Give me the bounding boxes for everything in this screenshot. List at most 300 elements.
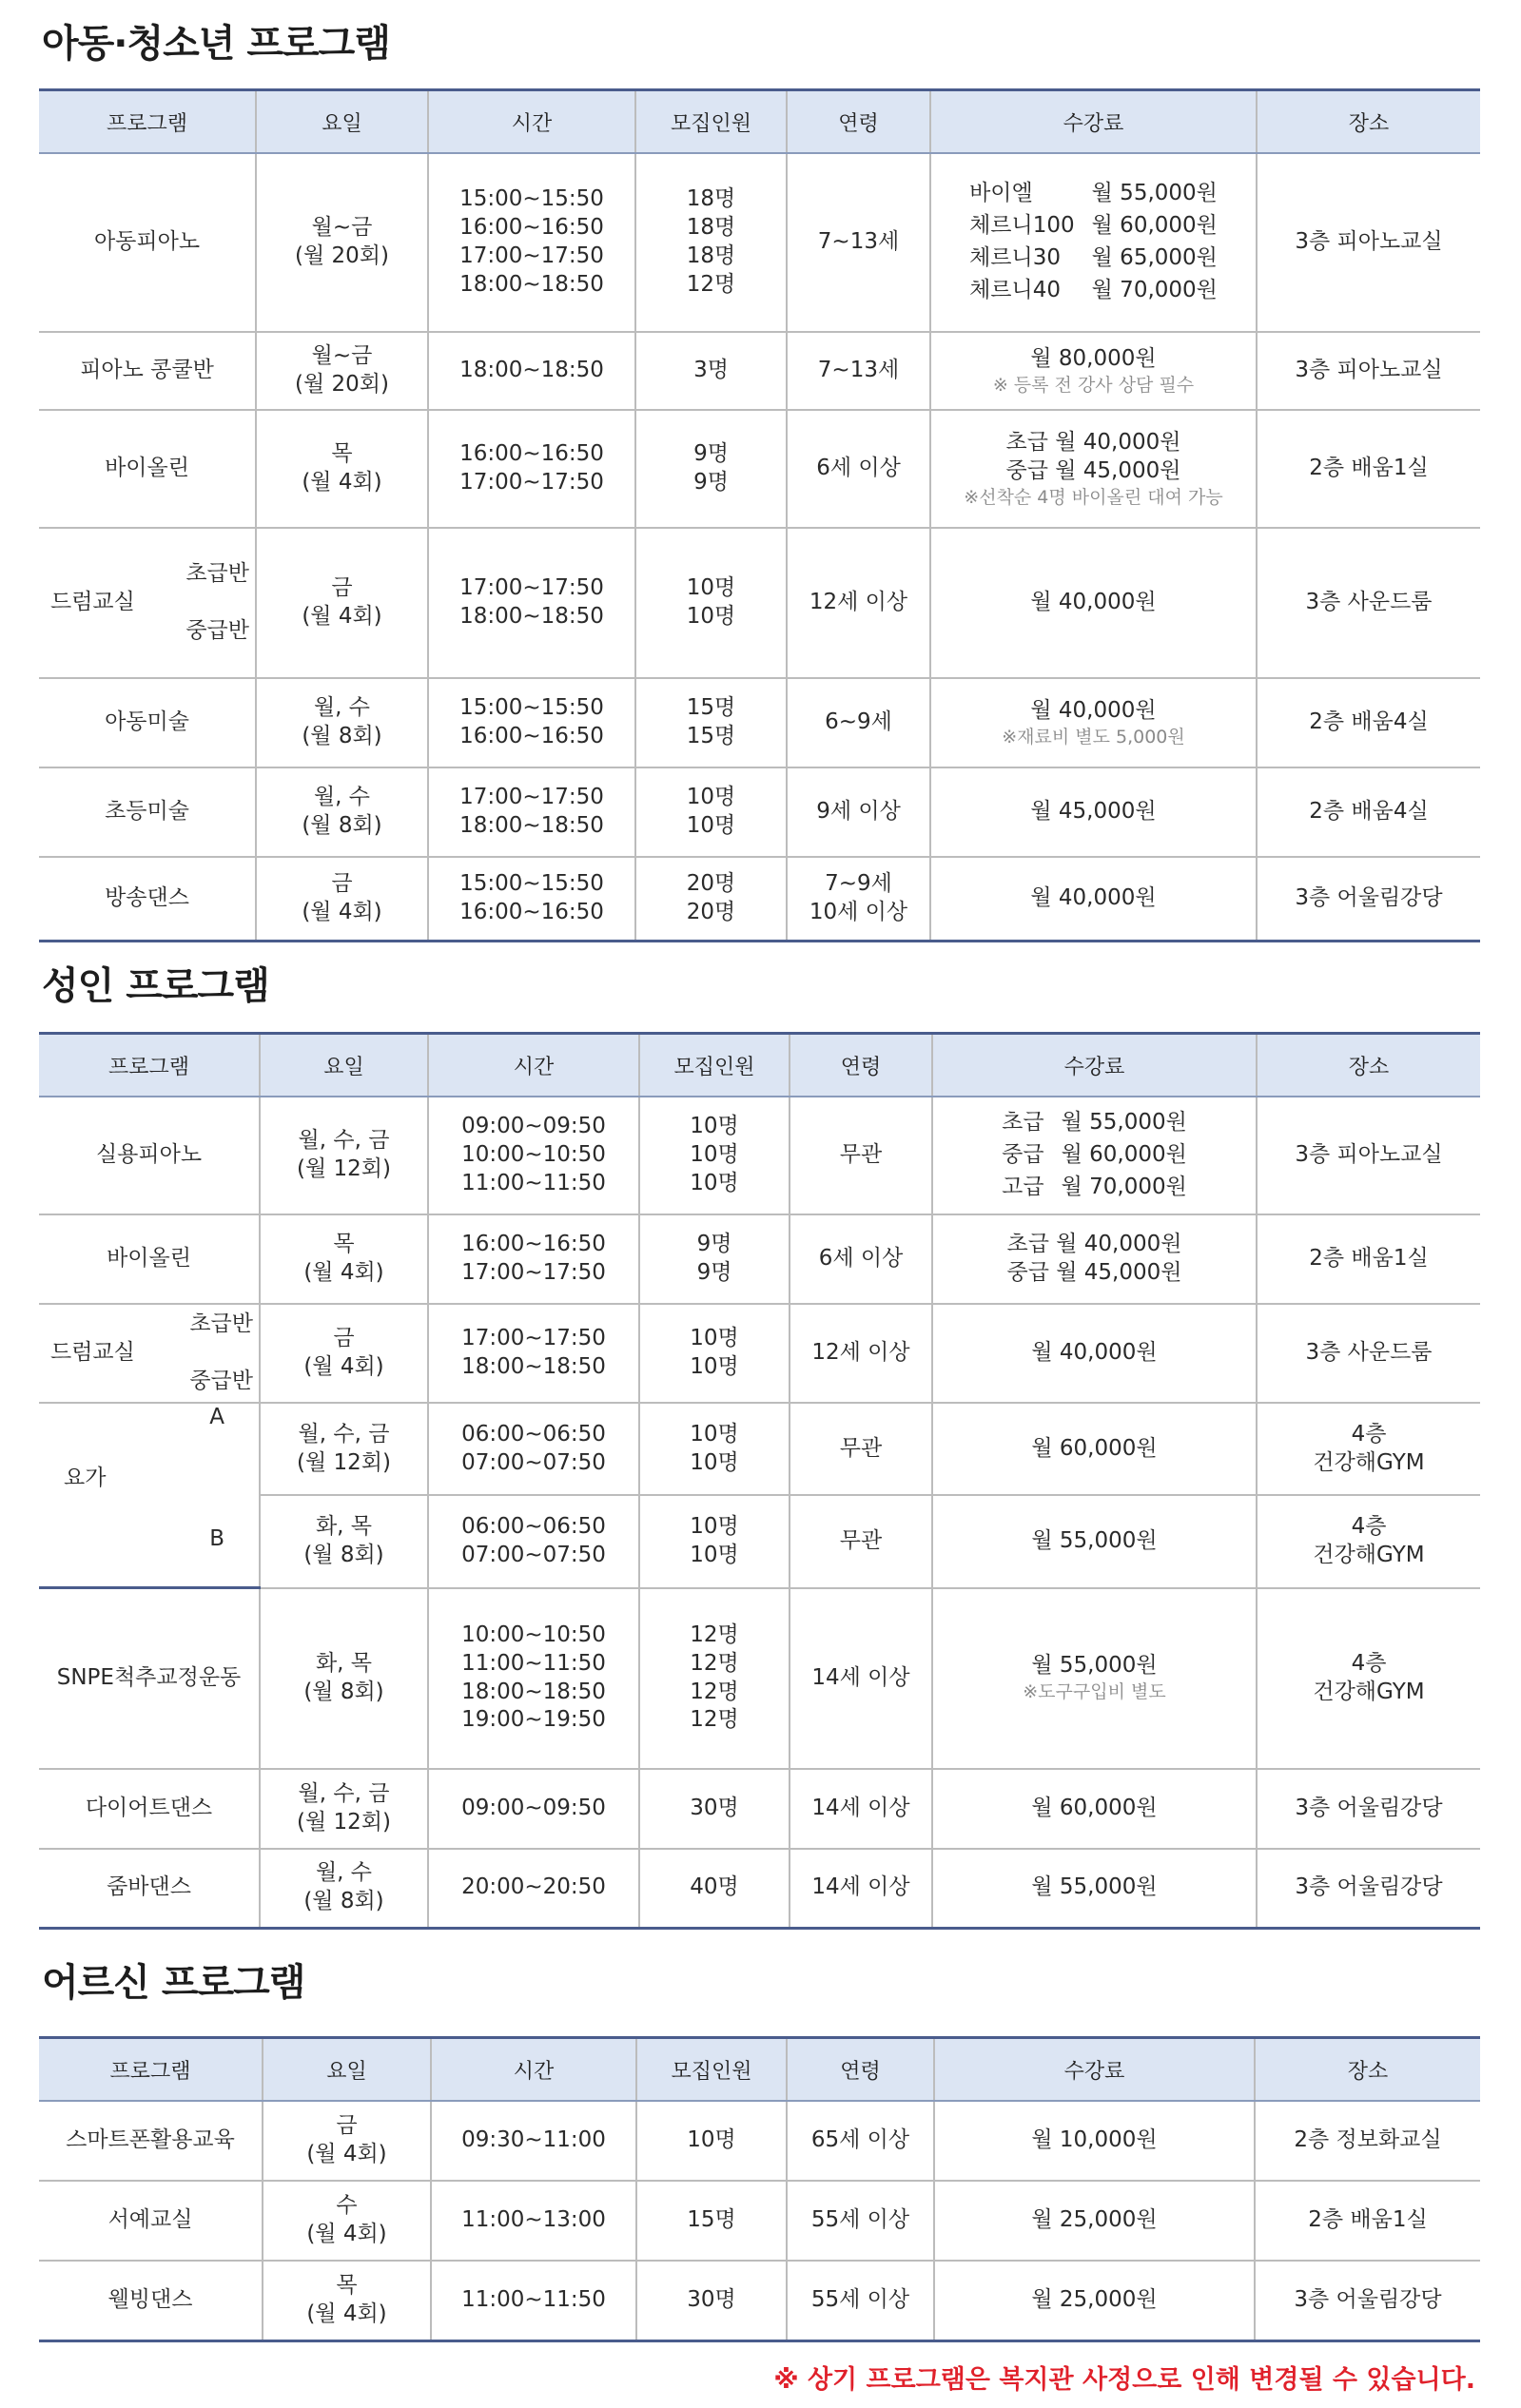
days-text-stack	[266, 1231, 421, 1288]
age-cell	[787, 332, 930, 410]
program-name: 줌바댄스	[107, 1874, 191, 1900]
age-cell	[790, 1214, 932, 1304]
time-cell	[428, 767, 635, 857]
capacity-value: 12명	[686, 271, 736, 297]
capacity-value: 30명	[690, 1795, 739, 1820]
subgroup-label: B	[209, 1526, 224, 1551]
fee-note: ※ 등록 전 강사 상담 필수	[992, 374, 1195, 396]
fee-cell	[932, 1495, 1257, 1587]
capacity-value-stack	[642, 784, 780, 841]
program-name: 아동미술	[105, 709, 189, 735]
footer-notice: ※ 상기 프로그램은 복지관 사정으로 인해 변경될 수 있습니다.	[773, 2365, 1475, 2395]
days-text-stack	[269, 2192, 424, 2249]
program-name: 웰빙댄스	[107, 2286, 193, 2312]
fee-amount: 월 60,000원	[1031, 1435, 1158, 1461]
fee-amount: 월 60,000원	[1061, 1142, 1187, 1168]
fee-amount: 중급 월 45,000원	[1005, 457, 1181, 483]
time-slot-stack	[435, 1513, 633, 1570]
program-name: 바이올린	[105, 456, 189, 481]
place-text: 2층 배움1실	[1309, 1246, 1429, 1272]
col-header-time: 시간	[428, 1034, 639, 1097]
time-slot: 17:00~17:50	[459, 470, 604, 495]
fee-amount: 월 65,000원	[1091, 245, 1218, 270]
capacity-cell	[639, 1769, 790, 1849]
fee-level: 바이엘	[969, 181, 1033, 206]
fee-level: 중급	[1002, 1142, 1044, 1168]
days-text: (월 4회)	[302, 899, 382, 924]
days-text-stack	[266, 1421, 421, 1478]
col-header-capacity: 모집인원	[635, 90, 787, 154]
place-cell	[1255, 2101, 1480, 2181]
days-text: (월 12회)	[297, 1156, 391, 1181]
time-slot: 17:00~17:50	[461, 1260, 606, 1285]
fee-cell	[932, 1588, 1257, 1769]
fee-amount: 월 40,000원	[1030, 884, 1157, 910]
program-name-cell	[39, 2261, 263, 2340]
capacity-value: 9명	[693, 470, 729, 495]
place-cell	[1257, 1214, 1480, 1304]
days-text: (월 4회)	[302, 470, 382, 495]
fee-table	[969, 180, 1218, 305]
days-cell	[260, 1588, 428, 1769]
time-slot: 16:00~16:50	[459, 724, 604, 748]
days-text: 금	[331, 870, 353, 896]
place-cell	[1257, 153, 1480, 332]
capacity-value-stack	[646, 1874, 783, 1902]
capacity-value: 15명	[686, 695, 736, 721]
capacity-value: 18명	[686, 186, 736, 212]
time-slot: 18:00~18:50	[459, 604, 604, 629]
days-text-stack	[269, 2112, 424, 2169]
time-slot: 17:00~17:50	[459, 575, 604, 601]
place-text: 3층 피아노교실	[1295, 358, 1443, 383]
capacity-cell	[635, 528, 787, 678]
col-header-age: 연령	[787, 90, 930, 154]
time-slot-stack	[435, 1113, 633, 1198]
age-cell	[787, 2181, 934, 2261]
fee-level: 초급	[1002, 1110, 1044, 1136]
days-text: (월 4회)	[306, 2301, 387, 2326]
time-slot-stack	[435, 1325, 633, 1382]
fee-cell	[932, 1849, 1257, 1929]
time-cell	[428, 1849, 639, 1929]
capacity-cell	[639, 1495, 790, 1587]
time-cell	[428, 1214, 639, 1304]
table-row	[39, 1588, 1480, 1769]
fee-amount: 월 40,000원	[1030, 697, 1157, 723]
program-name-cell	[39, 1304, 260, 1403]
senior-program-table	[39, 2036, 1480, 2342]
days-cell	[256, 528, 428, 678]
time-slot: 18:00~18:50	[461, 1354, 606, 1379]
time-slot: 17:00~17:50	[459, 785, 604, 810]
place-cell	[1257, 528, 1480, 678]
days-text: 화, 목	[315, 1513, 373, 1539]
days-cell	[263, 2181, 431, 2261]
days-text: 월, 수, 금	[298, 1780, 390, 1806]
time-slot: 11:00~11:50	[461, 1170, 606, 1195]
age-cell	[790, 1304, 932, 1403]
age-value: 무관	[839, 1527, 883, 1553]
capacity-value-stack	[642, 185, 780, 300]
time-slot: 18:00~18:50	[459, 358, 604, 383]
capacity-value: 12명	[690, 1622, 739, 1647]
children-program-table	[39, 88, 1480, 942]
col-header-program: 프로그램	[39, 90, 256, 154]
fee-level: 체르니30	[969, 245, 1062, 270]
fee-cell	[932, 1769, 1257, 1849]
table-row	[39, 1097, 1480, 1214]
fee-cell	[930, 528, 1257, 678]
days-cell	[256, 332, 428, 410]
col-header-capacity: 모집인원	[639, 1034, 790, 1097]
fee-cell	[930, 332, 1257, 410]
fee-amount: 중급 월 45,000원	[1006, 1260, 1182, 1285]
table-row	[39, 2101, 1480, 2181]
col-header-time: 시간	[428, 90, 635, 154]
fee-amount: 월 55,000원	[1031, 1874, 1158, 1900]
program-name-cell	[39, 2181, 263, 2261]
adult-section-title: 성인 프로그램	[42, 964, 269, 1008]
table-row	[39, 1214, 1480, 1304]
age-cell	[790, 1769, 932, 1849]
time-slot: 17:00~17:50	[461, 1326, 606, 1351]
capacity-value-stack	[642, 694, 780, 751]
table-row	[39, 153, 1480, 332]
fee-amount: 월 10,000원	[1031, 2127, 1158, 2153]
program-name-cell	[39, 678, 256, 767]
program-name: 초등미술	[105, 799, 189, 825]
age-value: 55세 이상	[810, 2286, 910, 2312]
place-cell	[1257, 410, 1480, 528]
table-row	[39, 2261, 1480, 2340]
program-name-cell	[39, 1097, 260, 1214]
time-slot-stack	[435, 784, 629, 841]
col-header-place: 장소	[1255, 2038, 1480, 2102]
time-slot: 09:30~11:00	[461, 2127, 606, 2153]
capacity-cell	[639, 1588, 790, 1769]
capacity-cell	[639, 1097, 790, 1214]
days-text: 월~금	[311, 343, 373, 369]
days-text: 금	[331, 575, 353, 601]
program-name: SNPE척추교정운동	[56, 1664, 242, 1690]
time-cell	[431, 2261, 636, 2340]
fee-amount: 월 55,000원	[1031, 1527, 1158, 1553]
age-cell	[787, 2101, 934, 2181]
fee-amount: 월 55,000원	[1061, 1110, 1187, 1136]
capacity-value-stack	[646, 1421, 783, 1478]
capacity-cell	[635, 410, 787, 528]
age-value: 10세 이상	[809, 899, 908, 924]
days-text: (월 4회)	[302, 604, 382, 629]
time-slot-stack	[435, 185, 629, 300]
age-cell	[790, 1403, 932, 1495]
subgroup-label: A	[209, 1405, 224, 1429]
capacity-value-stack	[646, 1113, 783, 1198]
fee-level: 고급	[1002, 1174, 1044, 1199]
place-text: 건강해GYM	[1313, 1679, 1425, 1704]
table-row	[39, 678, 1480, 767]
capacity-cell	[636, 2181, 787, 2261]
age-cell	[787, 410, 930, 528]
place-text: 3층 사운드룸	[1305, 1340, 1433, 1366]
age-cell	[787, 857, 930, 941]
capacity-value: 10명	[686, 785, 736, 810]
fee-note: ※선착순 4명 바이올린 대여 가능	[964, 486, 1223, 508]
age-cell	[790, 1849, 932, 1929]
capacity-value: 10명	[686, 813, 736, 838]
fee-cell	[934, 2261, 1255, 2340]
time-slot: 15:00~15:50	[459, 695, 604, 721]
program-with-levels	[45, 1311, 253, 1396]
col-header-days: 요일	[260, 1034, 428, 1097]
age-value: 무관	[839, 1142, 883, 1168]
time-slot: 06:00~06:50	[461, 1421, 606, 1447]
col-header-program: 프로그램	[39, 1034, 260, 1097]
fee-amount: 월 70,000원	[1091, 277, 1218, 302]
place-cell	[1257, 1588, 1480, 1769]
days-text: 월, 수, 금	[298, 1128, 390, 1154]
time-slot-stack	[435, 574, 629, 631]
days-text: 목	[336, 2272, 358, 2298]
capacity-value: 10명	[690, 1170, 739, 1195]
capacity-value: 12명	[690, 1679, 739, 1704]
time-slot: 18:00~18:50	[459, 813, 604, 838]
fee-amount: 월 25,000원	[1031, 2207, 1158, 2233]
capacity-cell	[635, 767, 787, 857]
age-value: 65세 이상	[810, 2127, 910, 2153]
fee-amount: 월 70,000원	[1061, 1174, 1187, 1199]
days-text-stack	[263, 440, 421, 497]
capacity-value: 10명	[690, 1142, 739, 1168]
days-text-stack	[263, 694, 421, 751]
place-text: 건강해GYM	[1313, 1449, 1425, 1475]
program-with-subgroups	[45, 1404, 253, 1586]
time-slot-stack	[435, 1622, 633, 1736]
time-slot-stack	[435, 694, 629, 751]
place-text: 3층 피아노교실	[1295, 1142, 1443, 1168]
place-text: 2층 배움1실	[1309, 456, 1429, 481]
age-value: 55세 이상	[810, 2207, 910, 2233]
table-row	[39, 857, 1480, 941]
time-cell	[428, 678, 635, 767]
days-text-stack	[266, 1325, 421, 1382]
capacity-cell	[639, 1849, 790, 1929]
time-cell	[428, 857, 635, 941]
time-slot-stack	[435, 1795, 633, 1823]
capacity-value: 40명	[690, 1874, 739, 1900]
days-cell	[256, 410, 428, 528]
fee-cell	[932, 1097, 1257, 1214]
days-text: (월 8회)	[303, 1542, 384, 1567]
time-slot: 19:00~19:50	[461, 1707, 606, 1733]
age-value: 14세 이상	[811, 1664, 910, 1690]
capacity-value: 10명	[687, 2127, 736, 2153]
age-cell	[787, 767, 930, 857]
place-text: 4층	[1351, 1421, 1387, 1447]
days-text: 월, 수	[315, 1860, 373, 1886]
days-cell	[260, 1769, 428, 1849]
days-text: 금	[333, 1326, 355, 1351]
time-slot: 06:00~06:50	[461, 1513, 606, 1539]
days-text: (월 12회)	[297, 1449, 391, 1475]
program-name-cell	[39, 1403, 260, 1588]
days-text: 금	[336, 2113, 358, 2139]
capacity-value-stack	[646, 1795, 783, 1823]
age-value: 7~13세	[817, 358, 900, 383]
capacity-cell	[635, 857, 787, 941]
capacity-value-stack	[646, 1325, 783, 1382]
place-text: 2층 배움1실	[1308, 2207, 1428, 2233]
fee-amount: 월 80,000원	[1030, 345, 1157, 371]
program-name: 방송댄스	[105, 884, 189, 910]
days-text-stack	[269, 2272, 424, 2329]
place-text: 2층 배움4실	[1309, 799, 1429, 825]
capacity-cell	[639, 1304, 790, 1403]
time-slot-stack	[435, 1421, 633, 1478]
capacity-value: 3명	[693, 358, 729, 383]
place-text: 3층 어울림강당	[1295, 884, 1443, 910]
capacity-value: 12명	[690, 1650, 739, 1676]
program-name-cell	[39, 528, 256, 678]
time-cell	[431, 2101, 636, 2181]
time-slot-stack	[438, 2286, 630, 2315]
time-slot: 07:00~07:50	[461, 1542, 606, 1567]
time-cell	[428, 410, 635, 528]
age-cell	[790, 1588, 932, 1769]
days-text: (월 12회)	[297, 1809, 391, 1835]
fee-cell	[930, 857, 1257, 941]
level-label: 초급반	[185, 561, 249, 587]
col-header-fee: 수강료	[932, 1034, 1257, 1097]
program-name-cell	[39, 767, 256, 857]
fee-amount: 월 25,000원	[1031, 2286, 1158, 2312]
place-cell	[1257, 857, 1480, 941]
days-text-stack	[266, 1859, 421, 1916]
time-cell	[428, 1403, 639, 1495]
program-name: 피아노 콩쿨반	[80, 358, 214, 383]
capacity-value: 12명	[690, 1707, 739, 1733]
capacity-value: 10명	[690, 1354, 739, 1379]
days-text: 월~금	[311, 215, 373, 241]
time-slot-stack	[435, 1231, 633, 1288]
capacity-value-stack	[643, 2286, 780, 2315]
fee-cell	[930, 153, 1257, 332]
days-text-stack	[266, 1127, 421, 1184]
program-name-cell	[39, 332, 256, 410]
age-value: 9세 이상	[816, 799, 901, 825]
fee-cell	[932, 1304, 1257, 1403]
fee-cell	[934, 2101, 1255, 2181]
header-row	[39, 2038, 1480, 2102]
place-cell	[1257, 332, 1480, 410]
capacity-cell	[636, 2101, 787, 2181]
days-text-stack	[263, 342, 421, 399]
days-text: (월 4회)	[303, 1354, 384, 1379]
place-text: 3층 사운드룸	[1305, 590, 1433, 615]
capacity-value: 9명	[696, 1232, 732, 1257]
time-slot-stack	[435, 870, 629, 927]
days-text: 목	[333, 1232, 355, 1257]
days-text-stack	[263, 214, 421, 271]
fee-level: 체르니40	[969, 277, 1062, 302]
days-text: 수	[336, 2193, 358, 2219]
capacity-value-stack	[642, 357, 780, 385]
fee-table	[1002, 1109, 1187, 1202]
time-cell	[428, 153, 635, 332]
days-cell	[256, 153, 428, 332]
time-slot: 11:00~11:50	[461, 1650, 606, 1676]
age-value: 6세 이상	[818, 1246, 904, 1272]
age-value: 무관	[839, 1435, 883, 1461]
time-cell	[431, 2181, 636, 2261]
place-cell	[1257, 1495, 1480, 1587]
age-value: 7~9세	[825, 870, 892, 896]
capacity-cell	[639, 1403, 790, 1495]
place-cell	[1257, 1849, 1480, 1929]
age-cell	[787, 2261, 934, 2340]
capacity-value: 10명	[690, 1114, 739, 1139]
days-text: (월 20회)	[295, 372, 389, 397]
days-cell	[263, 2261, 431, 2340]
time-cell	[428, 1495, 639, 1587]
fee-cell	[932, 1403, 1257, 1495]
time-slot: 18:00~18:50	[459, 271, 604, 297]
age-value: 12세 이상	[809, 590, 908, 615]
col-header-program: 프로그램	[39, 2038, 263, 2102]
capacity-value: 15명	[686, 724, 736, 748]
fee-amount: 초급 월 40,000원	[1005, 429, 1181, 455]
days-text: (월 4회)	[306, 2142, 387, 2166]
days-text: (월 4회)	[303, 1260, 384, 1285]
days-cell	[260, 1214, 428, 1304]
age-value: 14세 이상	[811, 1795, 910, 1820]
table-row	[39, 1304, 1480, 1403]
program-name-cell	[39, 1769, 260, 1849]
days-cell	[260, 1495, 428, 1587]
capacity-value: 10명	[686, 604, 736, 629]
time-slot: 07:00~07:50	[461, 1449, 606, 1475]
col-header-capacity: 모집인원	[636, 2038, 787, 2102]
days-text: 월, 수, 금	[298, 1421, 390, 1447]
age-value: 6세 이상	[816, 456, 901, 481]
fee-amount: 월 45,000원	[1030, 799, 1157, 825]
fee-cell	[932, 1214, 1257, 1304]
program-name: 스마트폰활용교육	[66, 2127, 235, 2153]
capacity-value-stack	[646, 1231, 783, 1288]
time-slot: 16:00~16:50	[461, 1232, 606, 1257]
capacity-value: 9명	[693, 441, 729, 467]
days-cell	[256, 857, 428, 941]
capacity-value: 9명	[696, 1260, 732, 1285]
age-cell	[790, 1097, 932, 1214]
time-slot: 09:00~09:50	[461, 1114, 606, 1139]
fee-cell	[930, 767, 1257, 857]
time-slot: 20:00~20:50	[461, 1874, 606, 1900]
days-cell	[256, 767, 428, 857]
table-row	[39, 332, 1480, 410]
fee-level: 체르니100	[969, 213, 1075, 239]
time-slot: 16:00~16:50	[459, 215, 604, 241]
days-text: 목	[331, 441, 353, 467]
program-name-cell	[39, 1214, 260, 1304]
time-slot-stack	[438, 2206, 630, 2235]
age-value: 7~13세	[817, 229, 900, 255]
time-cell	[428, 1097, 639, 1214]
days-text: 화, 목	[315, 1650, 373, 1676]
time-slot-stack	[435, 357, 629, 385]
table-row	[39, 1769, 1480, 1849]
